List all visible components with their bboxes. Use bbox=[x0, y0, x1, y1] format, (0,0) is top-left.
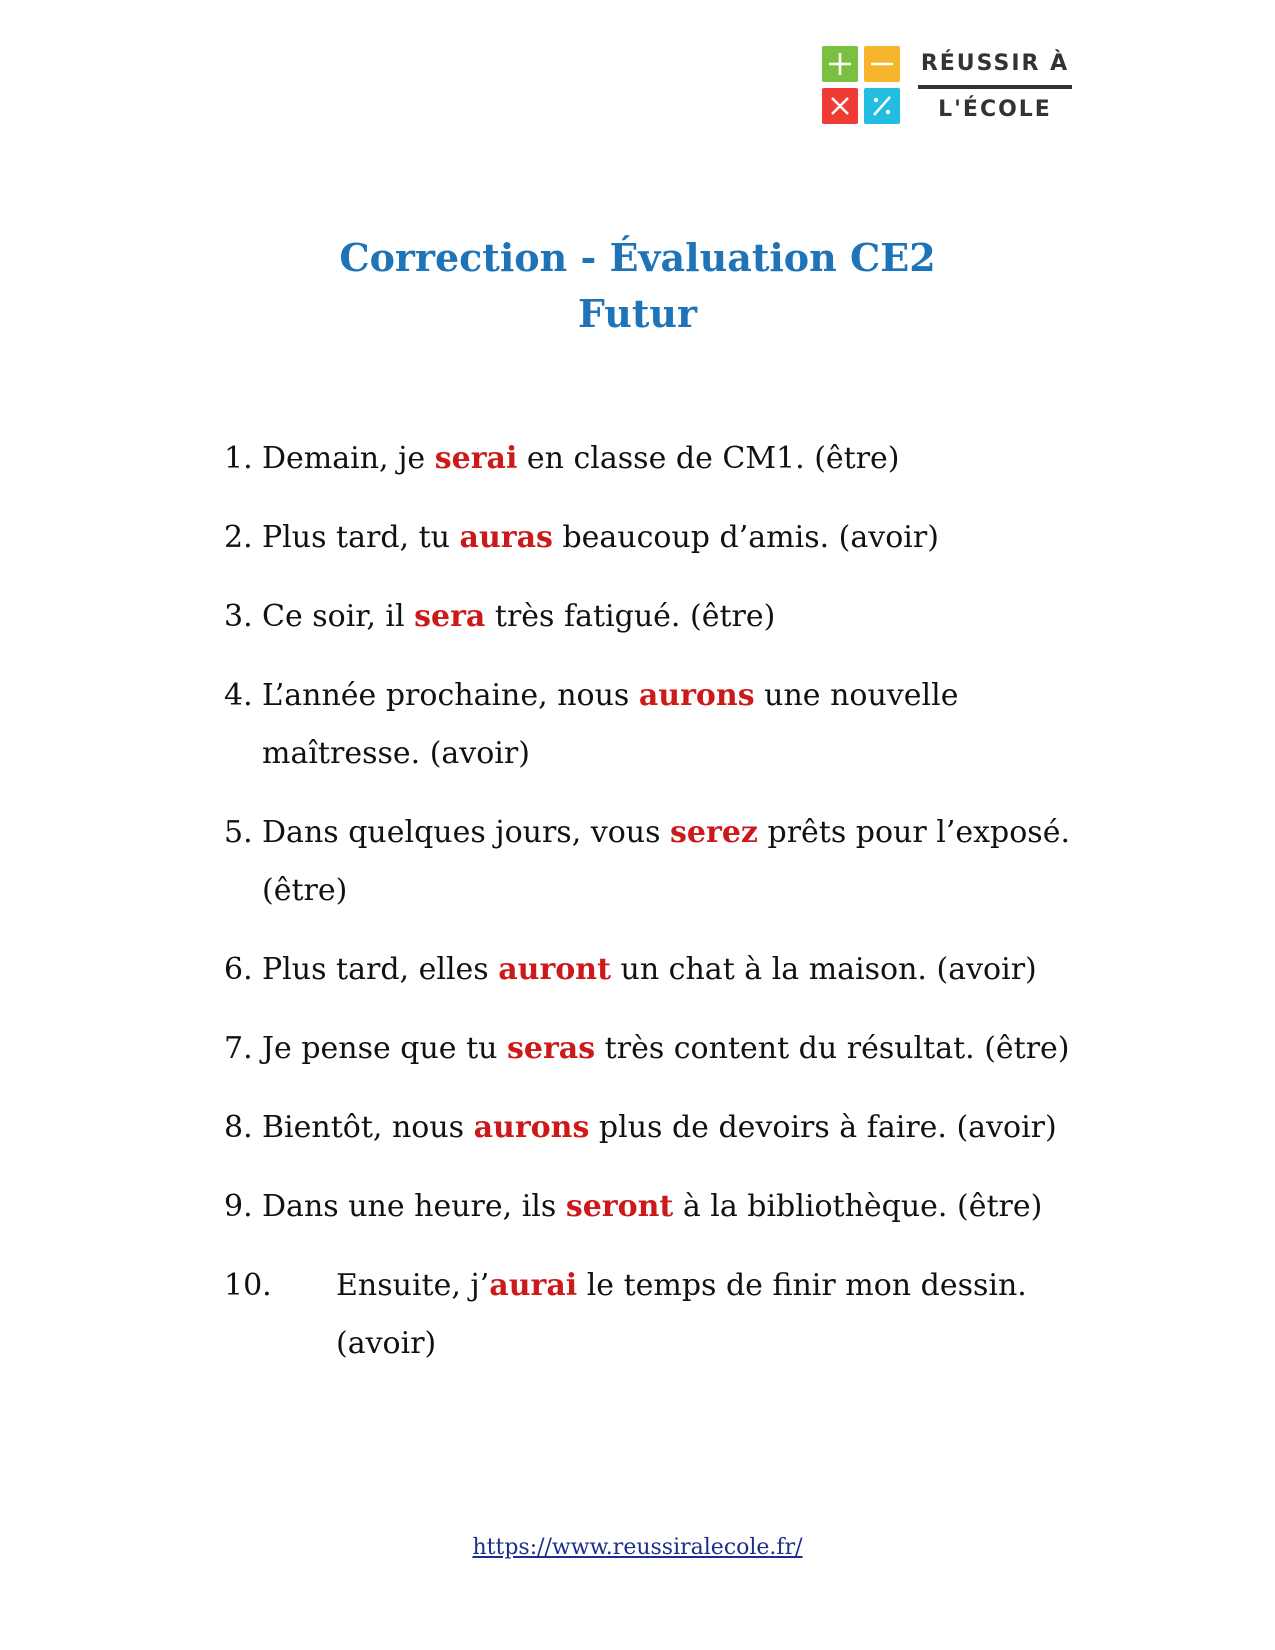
answer-verb: serez bbox=[670, 815, 758, 850]
item-sentence bbox=[262, 941, 1084, 999]
item-number: 4. bbox=[224, 678, 253, 713]
page-title: Correction - Évaluation CE2 bbox=[339, 235, 936, 280]
item-sentence bbox=[262, 509, 1084, 567]
list-item bbox=[224, 509, 1084, 567]
sentence-end: beaucoup d’amis. (avoir) bbox=[552, 520, 939, 555]
list-item bbox=[224, 941, 1084, 999]
sentence-end: le temps de finir mon dessin. (avoir) bbox=[336, 1268, 1027, 1361]
sentence-start: Je pense que tu bbox=[262, 1031, 508, 1066]
answer-verb: seront bbox=[565, 1189, 674, 1224]
item-sentence bbox=[262, 1099, 1084, 1157]
answer-verb: auront bbox=[498, 952, 611, 987]
logo-line-2: L'ÉCOLE bbox=[938, 97, 1052, 122]
item-sentence bbox=[262, 430, 1084, 488]
logo-divider bbox=[918, 85, 1072, 89]
item-number: 2. bbox=[224, 520, 253, 555]
list-item bbox=[224, 1020, 1084, 1078]
sentence-start: L’année prochaine, nous bbox=[262, 678, 639, 713]
list-item bbox=[224, 667, 1084, 783]
answer-verb: aurai bbox=[489, 1268, 578, 1303]
times-icon bbox=[822, 88, 858, 124]
item-sentence bbox=[262, 804, 1084, 920]
logo-wordmark bbox=[918, 46, 1072, 128]
answer-verb: aurons bbox=[473, 1110, 590, 1145]
sentence-end: prêts pour l’exposé. (être) bbox=[262, 815, 1070, 908]
list-item bbox=[224, 1178, 1084, 1236]
list-item bbox=[224, 588, 1084, 646]
item-number: 1. bbox=[224, 441, 253, 476]
sentence-end: un chat à la maison. (avoir) bbox=[610, 952, 1037, 987]
sentence-end: en classe de CM1. (être) bbox=[517, 441, 900, 476]
item-number: 3. bbox=[224, 599, 253, 634]
list-item bbox=[224, 804, 1084, 920]
page-subtitle: Futur bbox=[577, 291, 698, 336]
exercise-list bbox=[224, 430, 1084, 1394]
item-number: 5. bbox=[224, 815, 253, 850]
sentence-start: Plus tard, elles bbox=[262, 952, 499, 987]
website-link[interactable]: https://www.reussiralecole.fr/ bbox=[472, 1535, 803, 1560]
item-number: 7. bbox=[224, 1031, 253, 1066]
sentence-start: Demain, je bbox=[262, 441, 435, 476]
minus-icon bbox=[864, 46, 900, 82]
answer-verb: sera bbox=[414, 599, 486, 634]
answer-verb: aurons bbox=[638, 678, 755, 713]
logo bbox=[822, 46, 1072, 128]
item-sentence bbox=[336, 1257, 1084, 1373]
percent-icon bbox=[864, 88, 900, 124]
logo-line-1: RÉUSSIR À bbox=[920, 51, 1070, 76]
sentence-start: Dans quelques jours, vous bbox=[262, 815, 671, 850]
sentence-start: Ce soir, il bbox=[262, 599, 415, 634]
list-item bbox=[224, 1099, 1084, 1157]
plus-icon bbox=[822, 46, 858, 82]
sentence-end: une nouvelle maîtresse. (avoir) bbox=[262, 678, 959, 771]
sentence-end: très fatigué. (être) bbox=[485, 599, 776, 634]
sentence-end: à la bibliothèque. (être) bbox=[673, 1189, 1043, 1224]
sentence-start: Dans une heure, ils bbox=[262, 1189, 566, 1224]
sentence-end: très content du résultat. (être) bbox=[595, 1031, 1070, 1066]
sentence-end: plus de devoirs à faire. (avoir) bbox=[589, 1110, 1057, 1145]
list-item bbox=[224, 1257, 1084, 1373]
item-sentence bbox=[262, 1020, 1084, 1078]
answer-verb: seras bbox=[507, 1031, 596, 1066]
item-number: 6. bbox=[224, 952, 253, 987]
item-sentence bbox=[262, 667, 1084, 783]
item-number: 9. bbox=[224, 1189, 253, 1224]
sentence-start: Bientôt, nous bbox=[262, 1110, 474, 1145]
item-number: 8. bbox=[224, 1110, 253, 1145]
item-sentence bbox=[262, 588, 1084, 646]
sentence-start: Plus tard, tu bbox=[262, 520, 460, 555]
sentence-start: Ensuite, j’ bbox=[336, 1268, 490, 1303]
list-item bbox=[224, 430, 1084, 488]
answer-verb: serai bbox=[434, 441, 518, 476]
item-sentence bbox=[262, 1178, 1084, 1236]
answer-verb: auras bbox=[459, 520, 553, 555]
item-number: 10. bbox=[224, 1268, 272, 1303]
